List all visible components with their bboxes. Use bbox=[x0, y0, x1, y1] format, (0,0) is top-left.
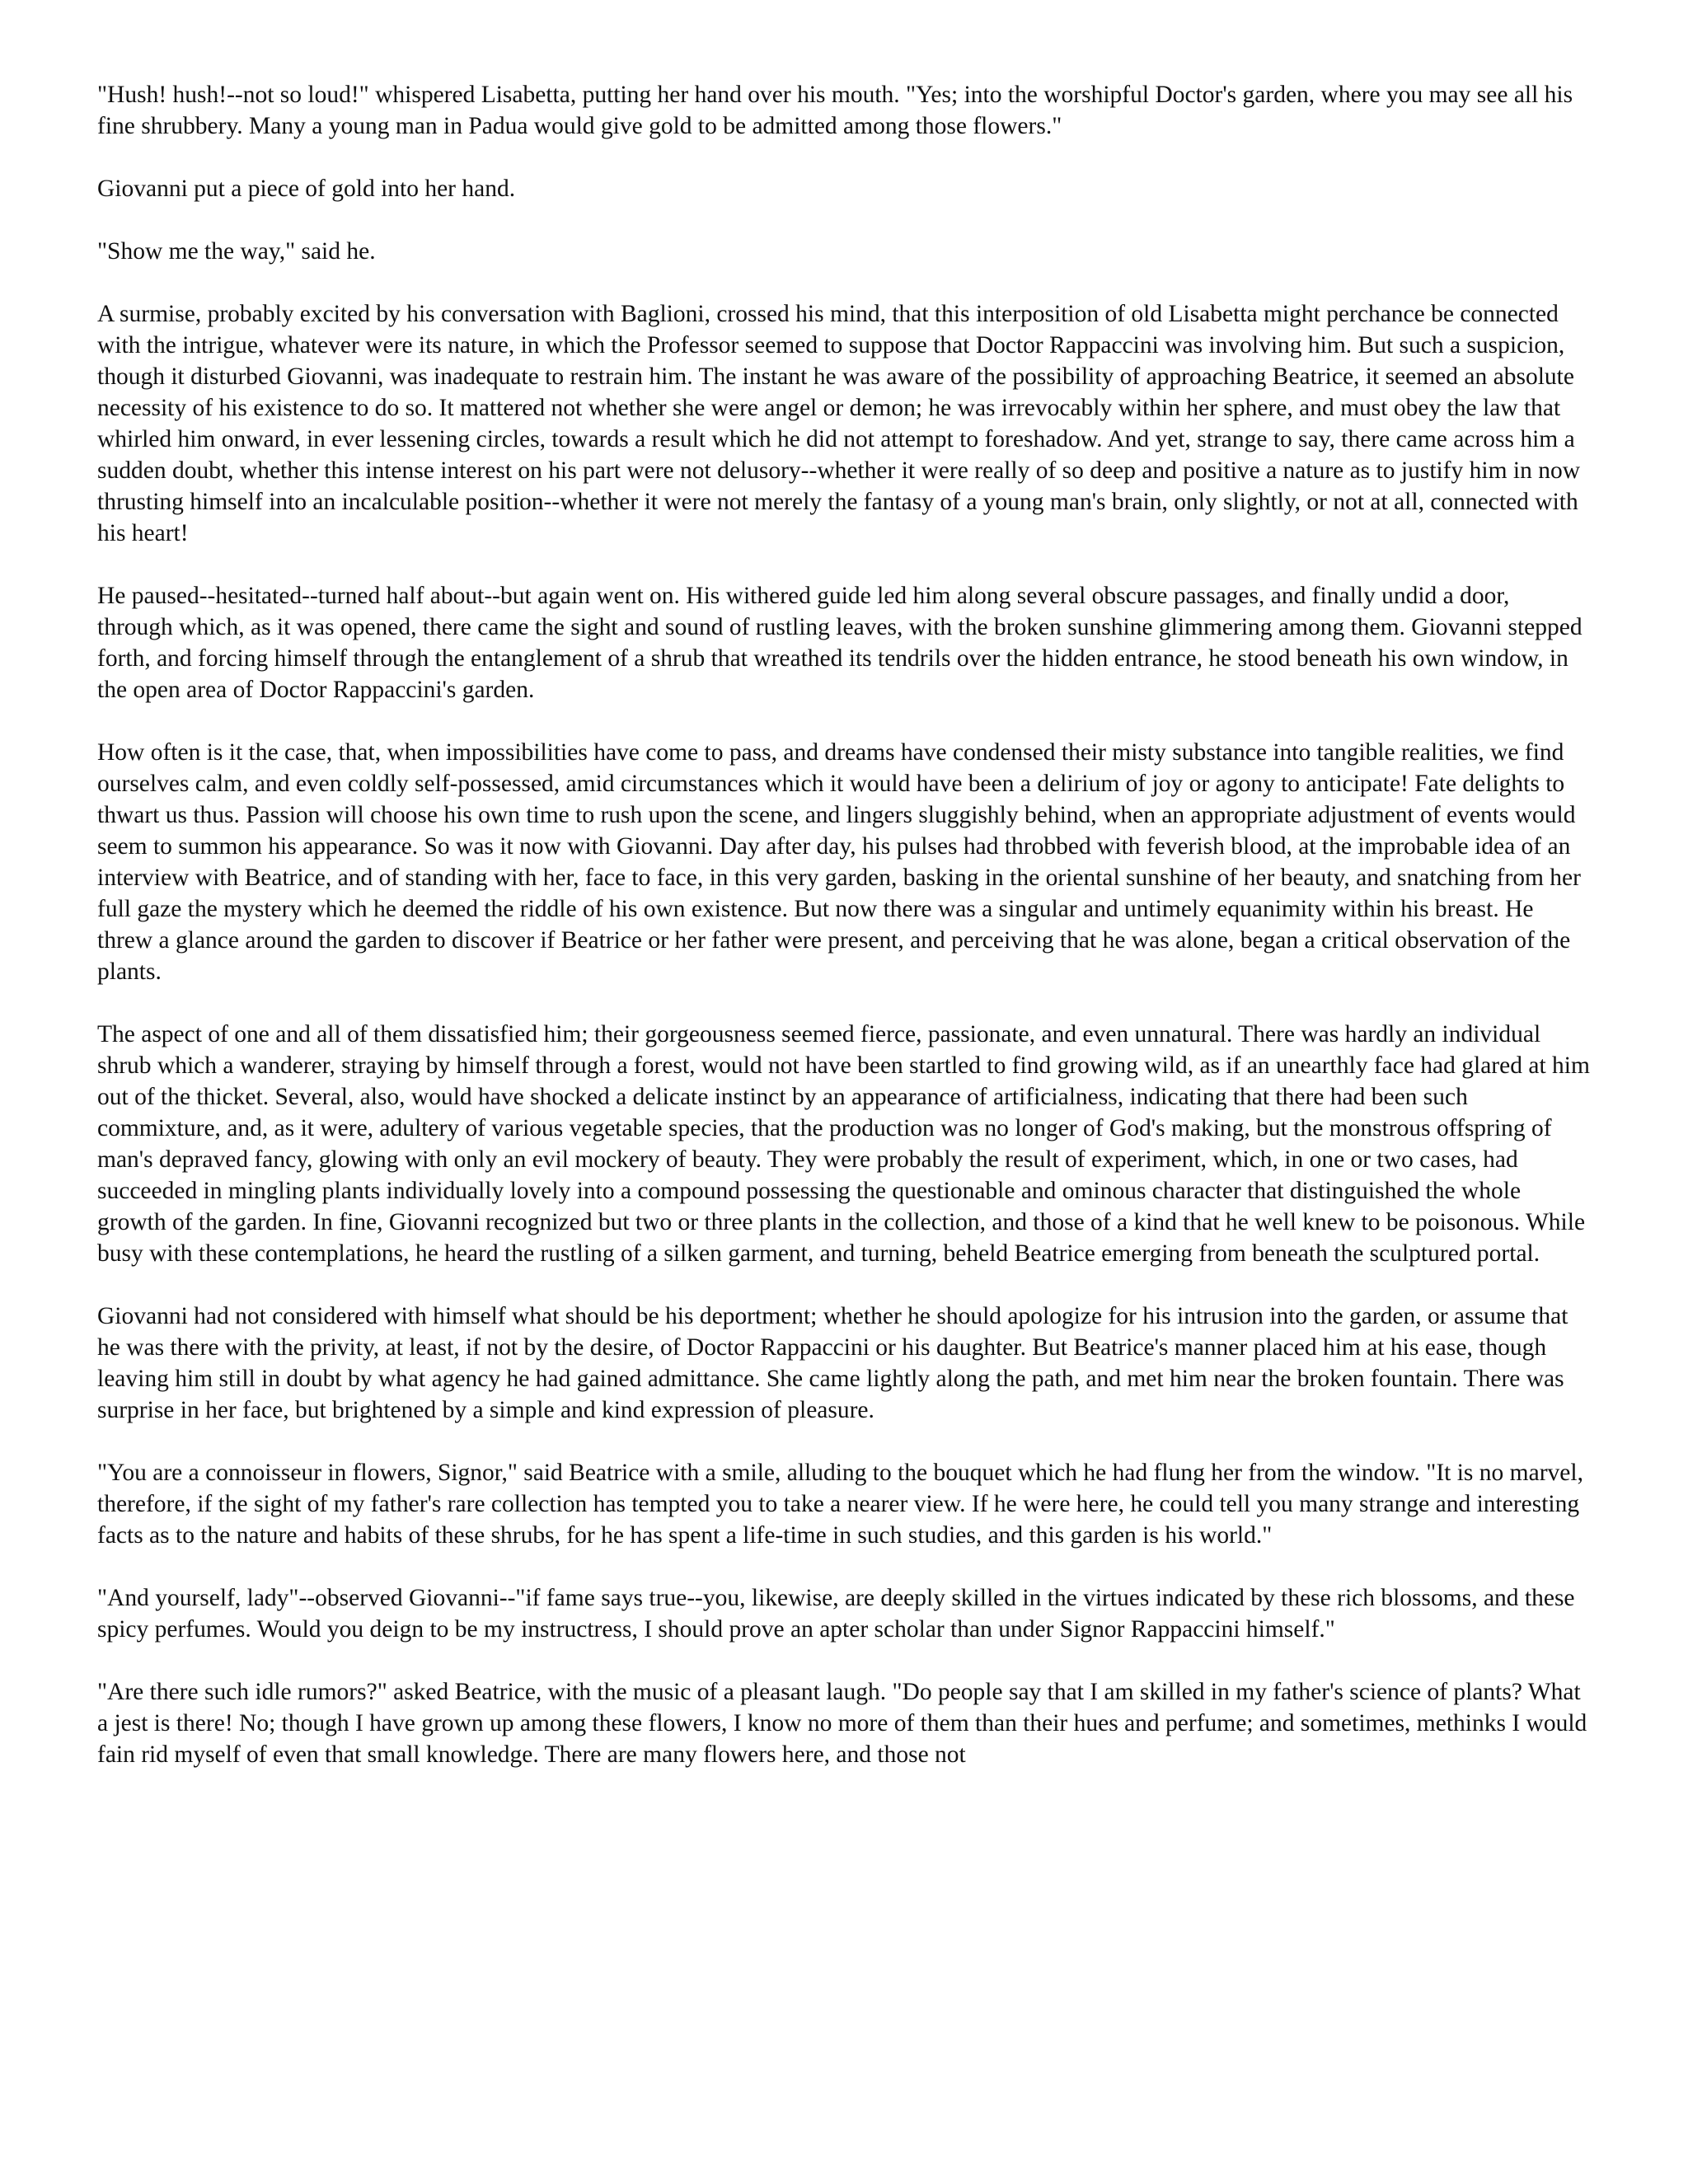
paragraph-1: "Hush! hush!--not so loud!" whispered Lisabetta, putting her hand over his mouth. "Yes; into the worshipful Doctor's garden, where you may see all his fine shrubbery. Many a young man in Padua would give gold to be admitted among those flowers." bbox=[97, 82, 1573, 139]
paragraph-8: Giovanni had not considered with himself what should be his deportment; whether he should apologize for his intrusion into the garden, or assume that he was there with the privity, at least, if not by the desire, of Doctor Rappaccini or his daughter. But Beatrice's manner placed him at his ease, though leaving him still in doubt by what agency he had gained admittance. She came lightly along the path, and met him near the broken fountain. There was surprise in her face, but brightened by a simple and kind expression of pleasure. bbox=[97, 1303, 1568, 1423]
paragraph-5: He paused--hesitated--turned half about--but again went on. His withered guide led him along several obscure passages, and finally undid a door, through which, as it was opened, there came the sight and sound of rustling leaves, with the broken sunshine glimmering among them. Giovanni stepped forth, and forcing himself through the entanglement of a shrub that wreathed its tendrils over the hidden entrance, he stood beneath his own window, in the open area of Doctor Rappaccini's garden. bbox=[97, 583, 1582, 703]
paragraph-6: How often is it the case, that, when impossibilities have come to pass, and dreams have condensed their misty substance into tangible realities, we find ourselves calm, and even coldly self-possessed, amid circumstances which it would have been a delirium of joy or agony to anticipate! Fate delights to thwart us thus. Passion will choose his own time to rush upon the scene, and lingers sluggishly behind, when an appropriate adjustment of events would seem to summon his appearance. So was it now with Giovanni. Day after day, his pulses had throbbed with feverish blood, at the improbable idea of an interview with Beatrice, and of standing with her, face to face, in this very garden, basking in the oriental sunshine of her beauty, and snatching from her full gaze the mystery which he deemed the riddle of his own existence. But now there was a singular and untimely equanimity within his breast. He threw a glance around the garden to discover if Beatrice or her father were present, and perceiving that he was alone, began a critical observation of the plants. bbox=[97, 739, 1581, 985]
paragraph-2: Giovanni put a piece of gold into her hand. bbox=[97, 176, 516, 202]
paragraph-11: "Are there such idle rumors?" asked Beatrice, with the music of a pleasant laugh. "Do people say that I am skilled in my father's science of plants? What a jest is there! No; though I have grown up among these flowers, I know no more of them than their hues and perfume; and sometimes, methinks I would fain rid myself of even that small knowledge. There are many flowers here, and those not bbox=[97, 1679, 1587, 1768]
paragraph-7: The aspect of one and all of them dissatisfied him; their gorgeousness seemed fierce, passionate, and even unnatural. There was hardly an individual shrub which a wanderer, straying by himself through a forest, would not have been startled to find growing wild, as if an unearthly face had glared at him out of the thicket. Several, also, would have shocked a delicate instinct by an appearance of artificialness, indicating that there had been such commixture, and, as it were, adultery of various vegetable species, that the production was no longer of God's making, but the monstrous offspring of man's depraved fancy, glowing with only an evil mockery of beauty. They were probably the result of experiment, which, in one or two cases, had succeeded in mingling plants individually lovely into a compound possessing the questionable and ominous character that distinguished the whole growth of the garden. In fine, Giovanni recognized but two or three plants in the collection, and those of a kind that he well knew to be poisonous. While busy with these contemplations, he heard the rustling of a silken garment, and turning, beheld Beatrice emerging from beneath the sculptured portal. bbox=[97, 1021, 1590, 1267]
paragraph-4: A surmise, probably excited by his conversation with Baglioni, crossed his mind, that this interposition of old Lisabetta might perchance be connected with the intrigue, whatever were its nature, in which the Professor seemed to suppose that Doctor Rappaccini was involving him. But such a suspicion, though it disturbed Giovanni, was inadequate to restrain him. The instant he was aware of the possibility of approaching Beatrice, it seemed an absolute necessity of his existence to do so. It mattered not whether she were angel or demon; he was irrevocably within her sphere, and must obey the law that whirled him onward, in ever lessening circles, towards a result which he did not attempt to foreshadow. And yet, strange to say, there came across him a sudden doubt, whether this intense interest on his part were not delusory--whether it were really of so deep and positive a nature as to justify him in now thrusting himself into an incalculable position--whether it were not merely the fantasy of a young man's brain, only slightly, or not at all, connected with his heart! bbox=[97, 301, 1581, 546]
paragraph-9: "You are a connoisseur in flowers, Signor," said Beatrice with a smile, alluding to the bouquet which he had flung her from the window. "It is no marvel, therefore, if the sight of my father's rare collection has tempted you to take a nearer view. If he were here, he could tell you many strange and interesting facts as to the nature and habits of these shrubs, for he has spent a life-time in such studies, and this garden is his world." bbox=[97, 1460, 1583, 1549]
document-page bbox=[97, 79, 1591, 1802]
paragraph-10: "And yourself, lady"--observed Giovanni--"if fame says true--you, likewise, are deeply skilled in the virtues indicated by these rich blossoms, and these spicy perfumes. Would you deign to be my instructress, I should prove an apter scholar than under Signor Rappaccini himself." bbox=[97, 1585, 1575, 1643]
paragraph-3: "Show me the way," said he. bbox=[97, 238, 376, 265]
